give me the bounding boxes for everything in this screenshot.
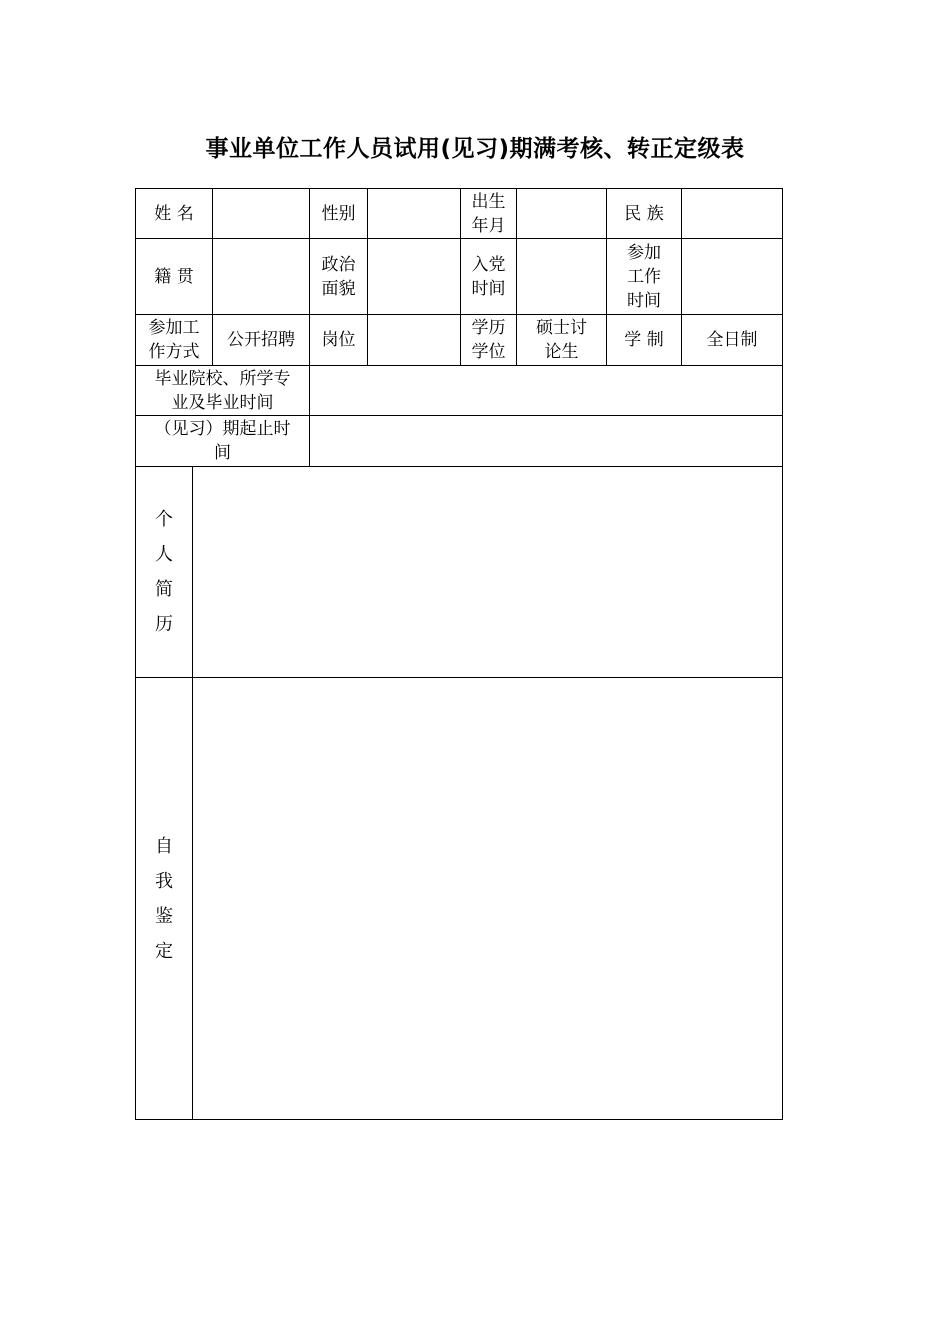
name-field[interactable] <box>213 189 309 238</box>
ethnicity-label: 民 族 <box>624 203 664 224</box>
gender-label: 性别 <box>321 203 356 224</box>
self-assessment-label: 自 我 鉴 定 <box>155 835 173 962</box>
form-title: 事业单位工作人员试用(见习)期满考核、转正定级表 <box>205 136 745 162</box>
probation-period-label: （见习）期起止时 间 <box>154 419 291 463</box>
political-status-label: 政治 面貌 <box>321 254 356 299</box>
gender-field[interactable] <box>368 189 460 238</box>
resume-label: 个 人 简 历 <box>155 509 173 635</box>
native-place-field[interactable] <box>213 239 309 314</box>
resume-field[interactable] <box>193 467 782 677</box>
work-start-date-field[interactable] <box>682 239 782 314</box>
position-field[interactable] <box>368 315 460 365</box>
table-border-bottom <box>135 1119 783 1120</box>
school-field[interactable] <box>310 366 782 415</box>
birth-field[interactable] <box>517 189 606 238</box>
probation-period-field[interactable] <box>310 416 782 466</box>
table-border-right <box>782 188 783 1120</box>
work-method-label: 参加工 作方式 <box>148 318 200 362</box>
position-label: 岗位 <box>321 330 356 350</box>
political-status-field[interactable] <box>368 239 460 314</box>
birth-label: 出生 年月 <box>471 191 506 236</box>
party-join-date-label: 入党 时间 <box>471 254 506 299</box>
self-assessment-field[interactable] <box>193 678 782 1119</box>
school-label: 毕业院校、所学专 业及毕业时间 <box>154 368 291 413</box>
party-join-date-field[interactable] <box>517 239 606 314</box>
education-label: 学历 学位 <box>471 318 506 362</box>
study-system-label: 学 制 <box>624 330 664 350</box>
work-method-value[interactable]: 公开招聘 <box>227 330 295 350</box>
native-place-label: 籍 贯 <box>154 266 194 287</box>
name-label: 姓 名 <box>154 203 194 224</box>
ethnicity-field[interactable] <box>682 189 782 238</box>
education-value[interactable]: 硕士讨 论生 <box>536 318 587 362</box>
study-system-value[interactable]: 全日制 <box>706 330 758 350</box>
work-start-date-label: 参加 工作 时间 <box>627 242 661 311</box>
